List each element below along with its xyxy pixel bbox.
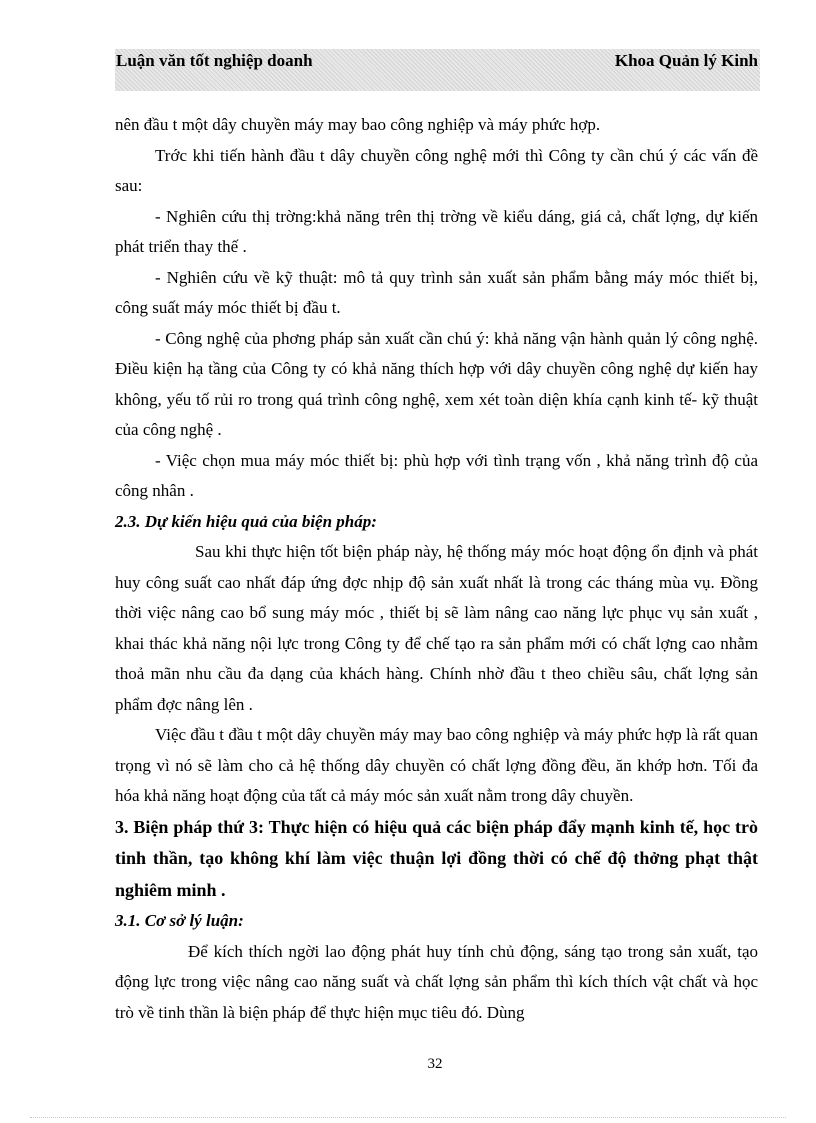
section-heading: 2.3. Dự kiến hiệu quả của biện pháp:	[115, 511, 377, 531]
paragraph: - Nghiên cứu về kỹ thuật: mô tả quy trình sản xuất sản phẩm bằng máy móc thiết bị, công suất máy móc thiết bị đầu t.	[115, 267, 758, 317]
header-faculty-name: Khoa Quản lý Kinh	[614, 51, 758, 70]
paragraph: Sau khi thực hiện tốt biện pháp này, hệ thống máy móc hoạt động ổn định và phát huy công suất cao nhất đáp ứng đợc nhịp độ sản xuất nhất là trong các tháng mùa vụ. Đồng thời việc nâng cao bổ sung máy móc , thiết bị sẽ làm nâng cao năng lực phục vụ sản xuất , khai thác khả năng nội lực trong Công ty để chế tạo ra sản phẩm mới có chất lợng cao nhằm thoả mãn nhu cầu đa dạng của khách hàng. Chính nhờ đầu t theo chiều sâu, chất lợng sản phẩm đợc nâng lên .	[115, 542, 758, 714]
paragraph: Trớc khi tiến hành đầu t dây chuyền công nghệ mới thì Công ty cần chú ý các vấn đề sau:	[115, 145, 758, 195]
page-number: 32	[427, 1056, 443, 1072]
section-heading: 3. Biện pháp thứ 3: Thực hiện có hiệu quả các biện pháp đẩy mạnh kinh tế, học trò tinh thần, tạo không khí làm việc thuận lợi đồng thời có chế độ thởng phạt thật nghiêm minh .	[115, 816, 758, 900]
paragraph: Để kích thích ngời lao động phát huy tính chủ động, sáng tạo trong sản xuất, tạo động lực trong việc nâng cao năng suất và chất lợng sản phẩm thì kích thích vật chất và học trò về tinh thần là biện pháp để thực hiện mục tiêu đó. Dùng	[115, 941, 758, 1022]
paragraph: - Việc chọn mua máy móc thiết bị: phù hợp với tình trạng vốn , khả năng trình độ của công nhân .	[115, 450, 758, 500]
paragraph: nên đầu t một dây chuyền máy may bao công nghiệp và máy phức hợp.	[115, 115, 601, 134]
document-body	[115, 110, 758, 1028]
running-header	[115, 49, 760, 91]
paragraph: - Công nghệ của phơng pháp sản xuất cần chú ý: khả năng vận hành quản lý công nghệ. Điều kiện hạ tầng của Công ty có khả năng thích hợp với dây chuyền công nghệ dự kiến hay không, yếu tố rủi ro trong quá trình công nghệ, xem xét toàn diện khía cạnh kinh tế- kỹ thuật của công nghệ .	[115, 328, 758, 439]
paragraph: - Nghiên cứu thị trờng:khả năng trên thị trờng về kiểu dáng, giá cả, chất lợng, dự kiến phát triển thay thế .	[115, 206, 758, 256]
paragraph: Việc đầu t đầu t một dây chuyền máy may bao công nghiệp và máy phức hợp là rất quan trọng vì nó sẽ làm cho cả hệ thống dây chuyền có chất lợng đồng đều, ăn khớp hơn. Tối đa hóa khả năng hoạt động của tất cả máy móc sản xuất nằm trong dây chuyền.	[115, 725, 758, 805]
header-thesis-title: Luận văn tốt nghiệp doanh	[116, 51, 313, 70]
section-heading: 3.1. Cơ sở lý luận:	[115, 911, 244, 930]
page-bottom-divider	[30, 1117, 786, 1118]
